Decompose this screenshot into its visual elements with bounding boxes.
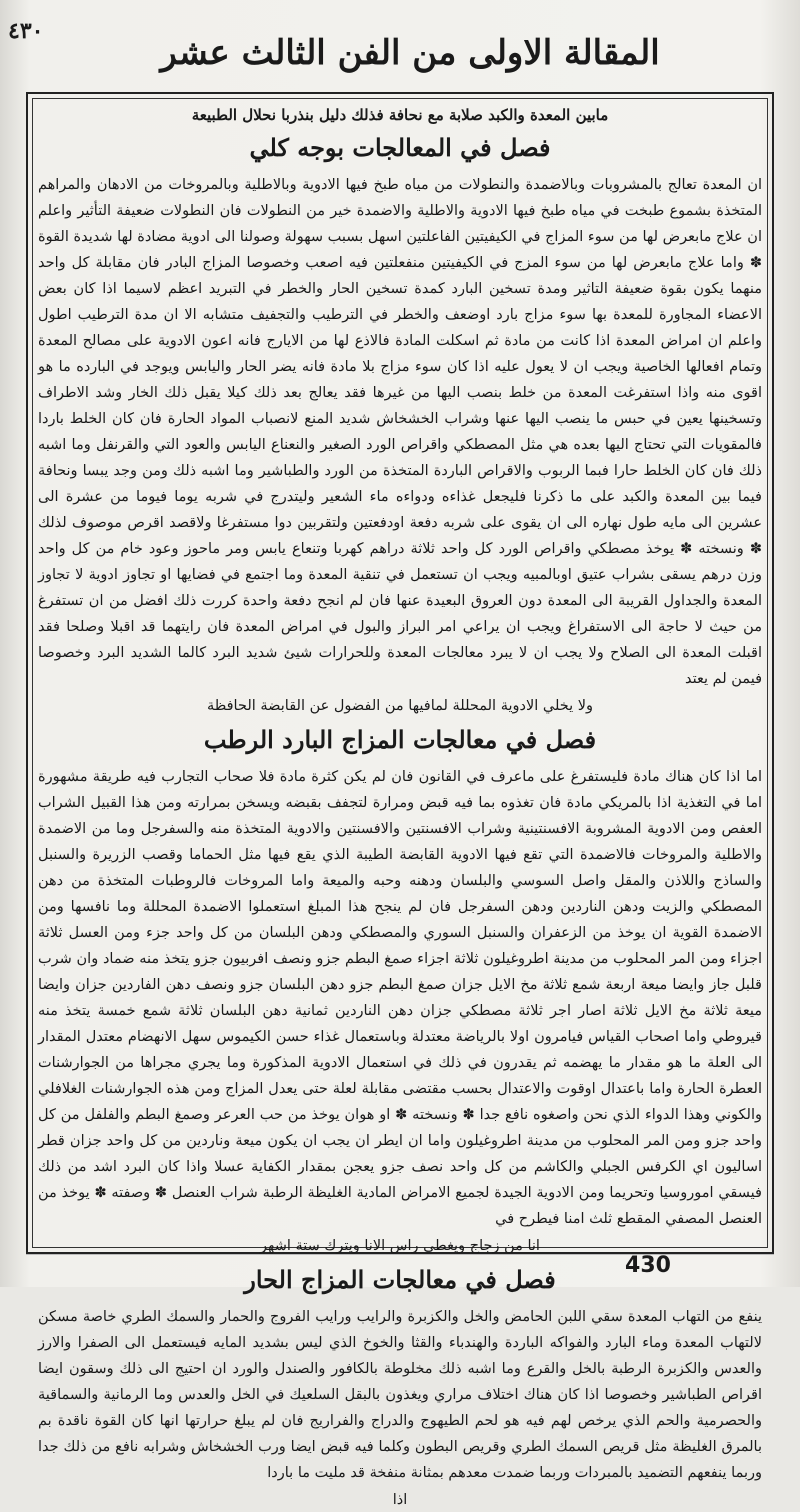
section-heading-hot: فصل في معالجات المزاج الحار (244, 1265, 556, 1294)
paragraph-closing-line: ولا يخلي الادوية المحللة لمافيها من الفضول عن القابضة الحافظة (206, 698, 594, 714)
paragraph: اما اذا كان هناك مادة فليستفرغ على ماعرف في القانون فان لم يكن كثرة مادة فلا صحاب التجارب فيه طريقة مشهورة اما في التغذية اذا بالمريكي مادة فان تغذوه بما فيه قبض ومرارة لتجفف بقبضه ويسخن بمرارته ومن هذا القبيل الشراب العفص ومن الادوية المشروبة الافسنتينية وشراب الافسنتين والافسنتين والادوية المتخذة منه والسفرجل وما من الاضمدة والاطلية والمروخات فالاضمدة التي تقع فيها الادوية القابضة الطيبة الذي يقع فيها مثل الحماما وقصب الزريرة والسنبل والساذج واللاذن والمقل واصل السوسي والبلسان ودهنه وحبه والميعة واما المروخات فالروطبات المتخذة من دهن المصطكي والزيت ودهن الناردين ودهن السفرجل فان لم ينجح هذا المبلغ استعملوا الاضمدة المحللة وما نافسها ومن الاضمدة القوية ان يوخذ من الزعفران والسنبل السوري والمصطكي ودهن البلسان من كل واحد جزء ومن العسل ثلاثة اجزاء ومن المر المحلوب من مدينة اطروغيلون ثلاثة اجزاء صمغ البطم جزو ونصف افربيون جزو يتخذ منه ضماد وان شرب قلبل جاز وايضا ميعة اربعة شمع ثلاثة مخ الايل جزان صمغ البطم جزو دهن البلسان جزو ونصف دهن الفاردين جزان وايضا ميعة ثلاثة مخ الايل ثلاثة اصار اجر ثلاثة مصطكي جزان دهن الناردين ثمانية دهن البلسان ثلاثة شمع خمسة يتخذ منه قيروطي واما اصحاب القياس فيامرون اولا بالرياضة معتدلة وباستعمال غذاء حسن الكيموس سهل الانهضام معتدل المقدار الى العلة ما هو مقدار ما يهضمه ثم يقدرون في ذلك في استعمال الادوية المذكورة وما يجري مجراها من الجوارشنات العطرة الحارة واما باعتدال اوقوت والاعتدال بحسب مقتضى مقابلة لعلة حتى يعدل المزاج ومن هذه الجوارشنات الغلافلي والكوني وهذا الدواء الذي نحن واصغوه نافع جدا ✽ ونسخته ✽ او هوان يوخذ من حب العرعر وصمغ البطم والفلفل من كل واحد جزو ومن المر المحلوب من مدينة اطروغيلون واما ان ايطر ان يجب ان يكون ميعة وناردين من كل واحد جزان قطر اساليون اي الكرفس الجبلي والكاشم من كل واحد نصف جزو يعجن بمقدار الكفاية عسلا واذا كان البرد اشد من ذلك فيسقي اموروسيا وتحريما ومن الادوية الجيدة لجميع الامراض المادية الغليظة الرطبة شراب العنصل ✽ وصفته ✽ يوخذ من العنصل المصفي المقطع ثلث امنا فيطرح في (38, 769, 762, 1227)
page-number-bottom: 430 (625, 1253, 671, 1278)
opening-line: مابين المعدة والكبد صلابة مع نحافة فذلك دليل بنذربا نحلال الطبيعة (191, 106, 609, 124)
paragraph: ان المعدة تعالج بالمشروبات وبالاضمدة والنطولات من مياه طبخ فيها الادوية وبالاطلية وبالمروخات من الادهان والمراهم المتخذة بشموع طبخت في مياه طبخ فيها الادوية والاطلية والاضمدة خير من النطولات فان النطولات ضعيفة التأثير واعلم ان علاج مابعرض لها من سوء المزاج في الكيفيتين الفاعلتين اسهل بسبب سهولة وصولنا الى ادوية مضادة لها شديدة القوة ✽ واما علاج مابعرض لها من سوء المزج في الكيفيتين منفعلتين فيه اصعب وخصوصا المزاج البادر فان مقابلة كل واحد منهما يكون بقوة ضعيفة التاثير ومدة تسخين البارد كمدة تسخين الحار والخطر في التبريد اعظم لاسيما اذا كان بعض الاعضاء المجاورة للمعدة بها سوء مزاج بارد اوضعف والخطر في الترطيب والتجفيف متشابه الا ان مدة الترطيب اطول واعلم ان امراض المعدة اذا كانت من مادة ثم اسكلت المادة فالاذع لها من الايارج فانه اعون الادوية على مصالح المعدة وتمام افعالها الخاصية ويجب ان لا يعول عليه اذا كان سوء مزاج بلا مادة فانه يضر الحار واليابس ويوجد في البارده ما هو اقوى منه واذا استفرغت المعدة من خلط بنصب اليها من غيرها فقد يعالج بعد ذلك كيلا يقبل ذلك الخار وشد الاطراف وتسخينها يعين في حبس ما ينصب اليها عنها وشراب الخشخاش شديد المنع لانصباب المواد الحارة فان كان الخلط باردا فالمقويات التي تحتاج اليها بعده هي مثل المصطكي واقراص الورد الصغير والنعناع اليابس والعود التي والقرنفل وما اشبه ذلك فان كان الخلط حارا فبما الربوب والاقراص الباردة المتخذة من الورد والطباشير وما اشبه ذلك ومن وجد يبسا ونحافة فيما بين المعدة والكبد على ما ذكرنا فليجعل غذاءه ودواءه ماء الشعير وليتدرج في شربه يوما فيوما من عشرة الى عشرين الى مايه طول نهاره الى ان يقوى على شربه دفعة اودفعتين ولتقربين دوا مستفرغا ولاقصد اقرص موصوف لذلك ✽ ونسخته ✽ يوخذ مصطكي واقراص الورد كل واحد ثلاثة دراهم كهربا وتنعاع يابس ومر ماحوز وعود خام من كل واحد وزن درهم يسقى بشراب عتيق اوبالمبيه ويجب ان تستعمل في تنقية المعدة وما اجتمع في فضايها او تجاوز ادوية لا تجاوز المعدة والجداول القريبة الى المعدة دون العروق البعيدة عنها فان لم انجح دفعة واحدة كررت ذلك افضل من ان تستفرغ من حيث لا حاجة الى الاستفراغ ويجب ان يراعي امر البراز والبول في امراض المعدة فان رايتهما قد اقبلا وصلحا فقد اقبلت المعدة الى الصلاح ولا يجب ان لا يبرد معالجات المعدة وللحرارات شيئ شديد البرد كالما الشديد البرد وخصوصا فيمن لم يعتد (38, 177, 762, 687)
page-header (60, 18, 760, 88)
page-number-top: ٤٣٠ (8, 18, 44, 44)
section-heading-cold-wet: فصل في معالجات المزاج البارد الرطب (203, 725, 597, 754)
section-heading-general-treatment: فصل في المعالجات بوجه كلي (249, 133, 551, 162)
running-title: المقالة الاولى من الفن الثالث عشر (160, 33, 660, 73)
paragraph: ينفع من التهاب المعدة سقي اللبن الحامض والخل والكزبرة والرايب ورايب الفروج والحمار والسمك الطري خاصة مسكن لالتهاب المعدة وماء البارد والفواكه الباردة والهندباء والقثا والخوخ الذي ليس بشديد المايه فيستعمل الى الصفرا والارز والعدس والكزبرة الرطبة بالخل والقرع وما اشبه ذلك مخلوطة بالكافور والصندل والورد ان احتيج الى ذلك وسقون ايضا اقراص الطباشير وخصوصا اذا كان هناك اختلاف مراري ويغذون بالبقل السلعيك في الخل والعدس وما الرمانية والسماقية والحصرمية والحم الذي يرخص لهم فيه هو لحم الطيهوج والدراج والفراريج فان لم يبلغ حرارتها انها كان القوة ناقدة بم بالمرق الغليظة مثل قريص السمك الطري وقريص البطون وكلما فيه قبض ايضا ورب الخشخاش وشرابه نافع من ذلك جدا وربما ينفعهم التضميد بالمبردات وربما ضمدت معدهم بمثانة منفخة قد مليت ما باردا (38, 1309, 762, 1481)
paragraph-closing-line: اذا (392, 1492, 408, 1508)
paragraph-closing-line: انا من زجاج ويغطي راس الانا ويترك ستة اشهر (260, 1238, 540, 1254)
